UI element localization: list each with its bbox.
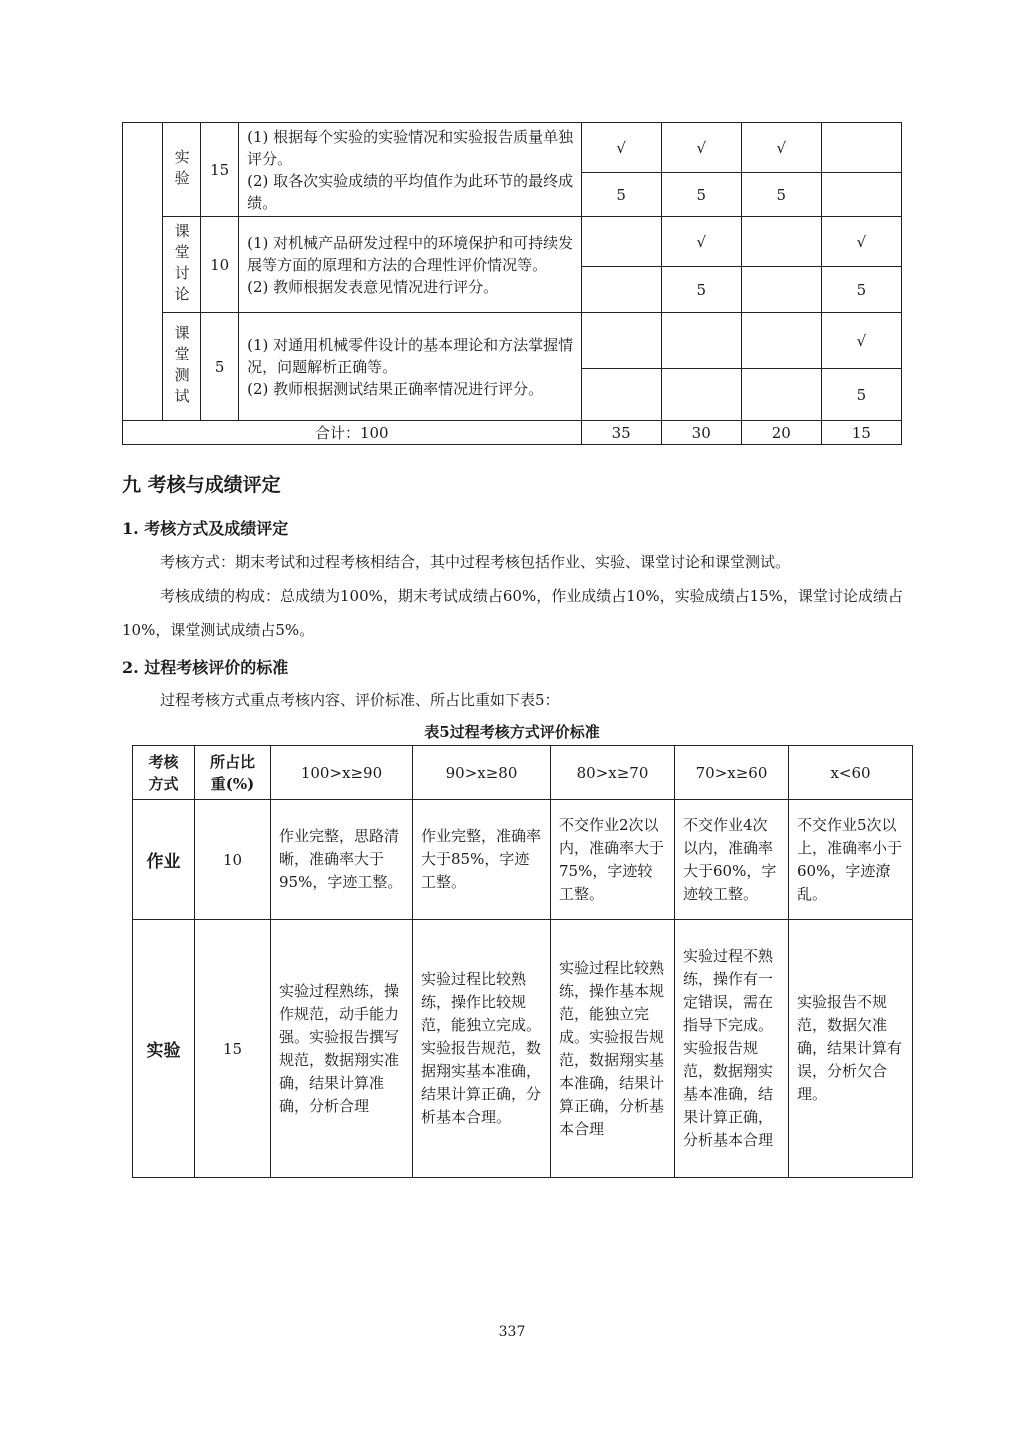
score-cell [661,369,741,421]
header-range-70: 80>x≥70 [551,746,675,800]
merged-left-cell [123,123,163,421]
row-type-homework: 作业 [133,800,195,920]
criteria-cell: 实验过程比较熟练，操作基本规范，能独立完成。实验报告规范，数据翔实基本准确，结果计算正确，分析基本合理 [551,920,675,1178]
row-description [239,217,581,313]
desc-line: (2) 教师根据发表意见情况进行评分。 [247,277,499,296]
subsection-title-1: 1. 考核方式及成绩评定 [122,519,289,538]
header-range-60: 70>x≥60 [675,746,789,800]
criteria-cell: 作业完整，思路清晰，准确率大于95%，字迹工整。 [271,800,413,920]
check-cell: √ [581,123,661,173]
desc-line: (1) 对机械产品研发过程中的环境保护和可持续发展等方面的原理和方法的合理性评价情况等。 [247,233,574,274]
score-cell: 5 [821,369,901,421]
header-range-80: 90>x≥80 [413,746,551,800]
header-range-below-60: x<60 [789,746,913,800]
assessment-continuation-table [122,122,902,445]
row-weight: 10 [195,800,271,920]
paragraph-table-intro: 过程考核方式重点考核内容、评价标准、所占比重如下表5： [160,691,560,709]
desc-line: (2) 教师根据测试结果正确率情况进行评分。 [247,379,544,398]
score-cell [821,173,901,217]
table-caption: 表5过程考核方式评价标准 [424,723,600,741]
row-weight: 15 [195,920,271,1178]
score-cell: 5 [821,267,901,313]
check-cell [581,217,661,267]
criteria-cell: 作业完整，准确率大于85%，字迹工整。 [413,800,551,920]
criteria-cell: 不交作业5次以上，准确率小于60%，字迹潦乱。 [789,800,913,920]
score-cell [741,267,821,313]
row-label-experiment: 实验 [163,123,201,217]
score-cell [581,369,661,421]
total-cell: 20 [741,421,821,445]
row-type-experiment: 实验 [133,920,195,1178]
section-title: 九 考核与成绩评定 [122,474,281,496]
check-cell [581,313,661,369]
desc-line: (1) 根据每个实验的实验情况和实验报告质量单独评分。 [247,127,574,168]
row-description [239,123,581,217]
check-cell [741,217,821,267]
score-cell: 5 [661,173,741,217]
criteria-cell: 实验报告不规范，数据欠准确，结果计算有误，分析欠合理。 [789,920,913,1178]
score-cell: 5 [741,173,821,217]
score-cell [741,369,821,421]
desc-line: (2) 取各次实验成绩的平均值作为此环节的最终成绩。 [247,171,574,212]
check-cell: √ [821,217,901,267]
row-weight: 10 [201,217,239,313]
criteria-cell: 不交作业2次以内，准确率大于75%，字迹较工整。 [551,800,675,920]
check-cell: √ [821,313,901,369]
row-weight: 5 [201,313,239,421]
check-cell [661,313,741,369]
row-weight: 15 [201,123,239,217]
score-cell: 5 [581,173,661,217]
row-label-discussion: 课堂讨论 [163,217,201,313]
row-label-quiz: 课堂测试 [163,313,201,421]
check-cell: √ [661,217,741,267]
desc-line: (1) 对通用机械零件设计的基本理论和方法掌握情况，问题解析正确等。 [247,335,574,376]
total-label: 合计：100 [123,421,582,445]
check-cell [821,123,901,173]
total-cell: 15 [821,421,901,445]
header-weight: 所占比重(%) [195,746,271,800]
paragraph-assessment-method: 考核方式：期末考试和过程考核相结合，其中过程考核包括作业、实验、课堂讨论和课堂测试。 [160,553,791,571]
check-cell: √ [661,123,741,173]
criteria-cell: 实验过程不熟练，操作有一定错误，需在指导下完成。实验报告规范，数据翔实基本准确，结果计算正确，分析基本合理 [675,920,789,1178]
page-number: 337 [498,1324,526,1340]
score-cell [581,267,661,313]
criteria-cell: 不交作业4次以内，准确率大于60%，字迹较工整。 [675,800,789,920]
header-range-90: 100>x≥90 [271,746,413,800]
row-description [239,313,581,421]
paragraph-grade-composition: 考核成绩的构成：总成绩为100%，期末考试成绩占60%，作业成绩占10%，实验成绩占15%，课堂讨论成绩占10%，课堂测试成绩占5%。 [122,587,903,639]
criteria-cell: 实验过程比较熟练，操作比较规范，能独立完成。实验报告规范，数据翔实基本准确，结果计算正确，分析基本合理。 [413,920,551,1178]
total-cell: 35 [581,421,661,445]
evaluation-standard-table [132,745,913,1178]
subsection-title-2: 2. 过程考核评价的标准 [122,658,289,677]
check-cell [741,313,821,369]
check-cell: √ [741,123,821,173]
total-cell: 30 [661,421,741,445]
score-cell: 5 [661,267,741,313]
criteria-cell: 实验过程熟练，操作规范，动手能力强。实验报告撰写规范，数据翔实准确，结果计算准确，分析合理 [271,920,413,1178]
header-method: 考核方式 [133,746,195,800]
